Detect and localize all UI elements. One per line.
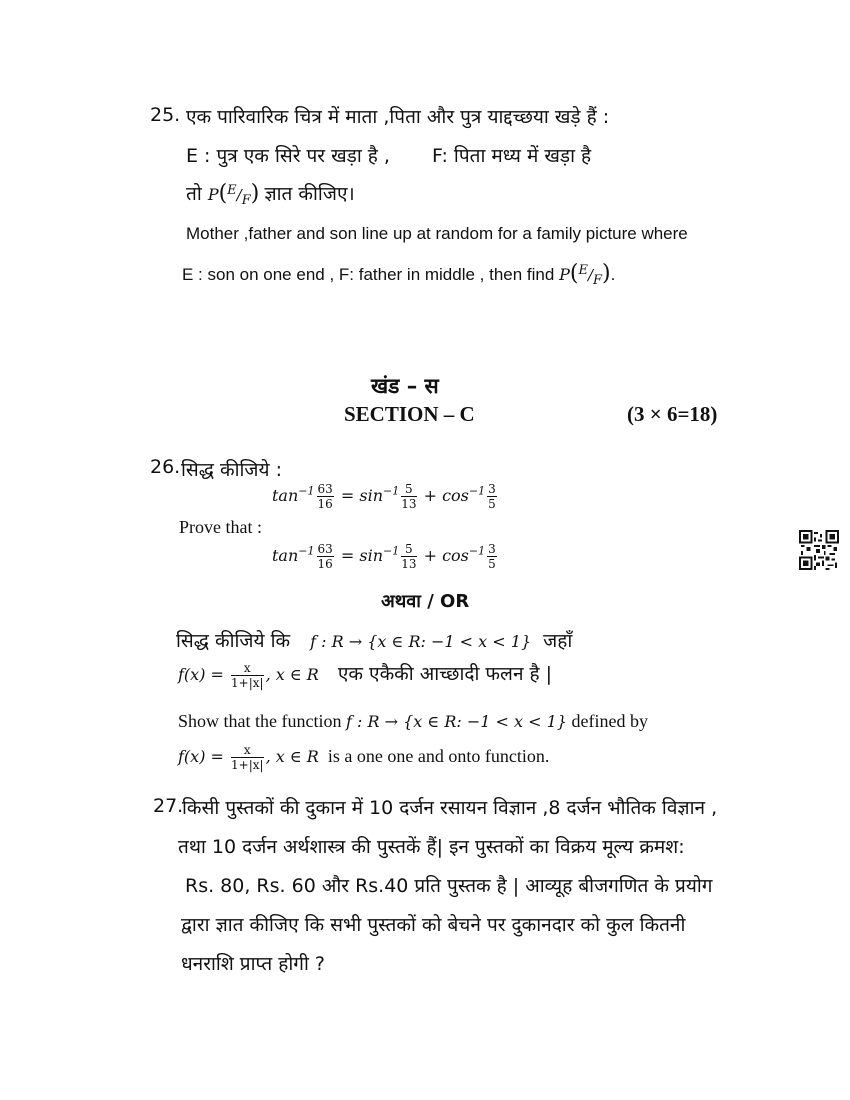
q26-english-prove: Prove that : — [179, 517, 262, 537]
q27-line-1: किसी पुस्तकों की दुकान में 10 दर्जन रसायन विज्ञान ,8 दर्जन भौतिक विज्ञान , — [182, 797, 718, 819]
section-title-english: SECTION – C — [344, 402, 475, 426]
q25-hindi-event-f: F: पिता मध्य में खड़ा है — [432, 145, 592, 167]
section-marks: (3 × 6=18) — [627, 402, 718, 426]
q27-number: 27. — [153, 795, 184, 817]
q27-line-5: धनराशि प्राप्त होगी ? — [181, 953, 326, 975]
conditional-probability: $P(^E/_F)$ — [207, 181, 260, 208]
q27-line-4: द्वारा ज्ञात कीजिए कि सभी पुस्तकों को बेचने पर दुकानदार को कुल कितनी — [181, 914, 686, 936]
conditional-probability-en: $P(^E/_F)$ — [559, 261, 611, 288]
q25-hindi-intro: एक पारिवारिक चित्र में माता ,पिता और पुत्र याद्दच्छया खड़े हैं : — [186, 106, 610, 128]
q25-number: 25. — [150, 104, 181, 126]
q26-number: 26. — [150, 456, 181, 478]
q26-alt-english-line2: f(x) = $\frac{x}{1+|x|}$ , x ∈ R is a one one and onto function. — [178, 743, 550, 772]
q26-alt-hindi-line2: f(x) = $\frac{x}{1+|x|}$ , x ∈ R एक एकैकी आच्छादी फलन है | — [178, 661, 553, 690]
section-title-hindi: खंड – स — [371, 374, 439, 398]
qr-code-icon — [799, 530, 839, 570]
q26-equation-2: $\tan^{-1}$ $\frac{63}{16}$ = $\sin^{-1}$ $\frac{5}{13}$ + $\cos^{-1}$ $\frac{3}{5}$ — [272, 542, 496, 571]
q26-equation-1: $\tan^{-1}$ $\frac{63}{16}$ = $\sin^{-1}$ $\frac{5}{13}$ + $\cos^{-1}$ $\frac{3}{5}$ — [272, 482, 496, 511]
q27-line-2: तथा 10 दर्जन अर्थशास्त्र की पुस्तकें हैं| इन पुस्तकों का विक्रय मूल्य क्रमश: — [178, 836, 685, 858]
q26-alt-english-line1: Show that the function f : R → {x ∈ R: −1 < x < 1} defined by — [178, 711, 648, 731]
q25-hindi-event-e: E : पुत्र एक सिरे पर खड़ा है , — [186, 145, 390, 167]
or-separator: अथवा / OR — [381, 591, 470, 612]
q26-alt-hindi-line1: सिद्ध कीजिये कि f : R → {x ∈ R: −1 < x < 1} जहाँ — [176, 630, 573, 652]
q25-english-line2: E : son on one end , F: father in middle , then find $P(^E/_F)$. — [182, 261, 616, 288]
q25-english-line1: Mother ,father and son line up at random for a family picture where — [186, 224, 688, 243]
q27-line-3: Rs. 80, Rs. 60 और Rs.40 प्रति पुस्तक है | आव्यूह बीजगणित के प्रयोग — [185, 875, 713, 897]
q25-hindi-find: तो $P(^E/_F)$ ज्ञात कीजिए। — [186, 181, 355, 208]
q26-hindi-prove: सिद्ध कीजिये : — [181, 459, 282, 481]
